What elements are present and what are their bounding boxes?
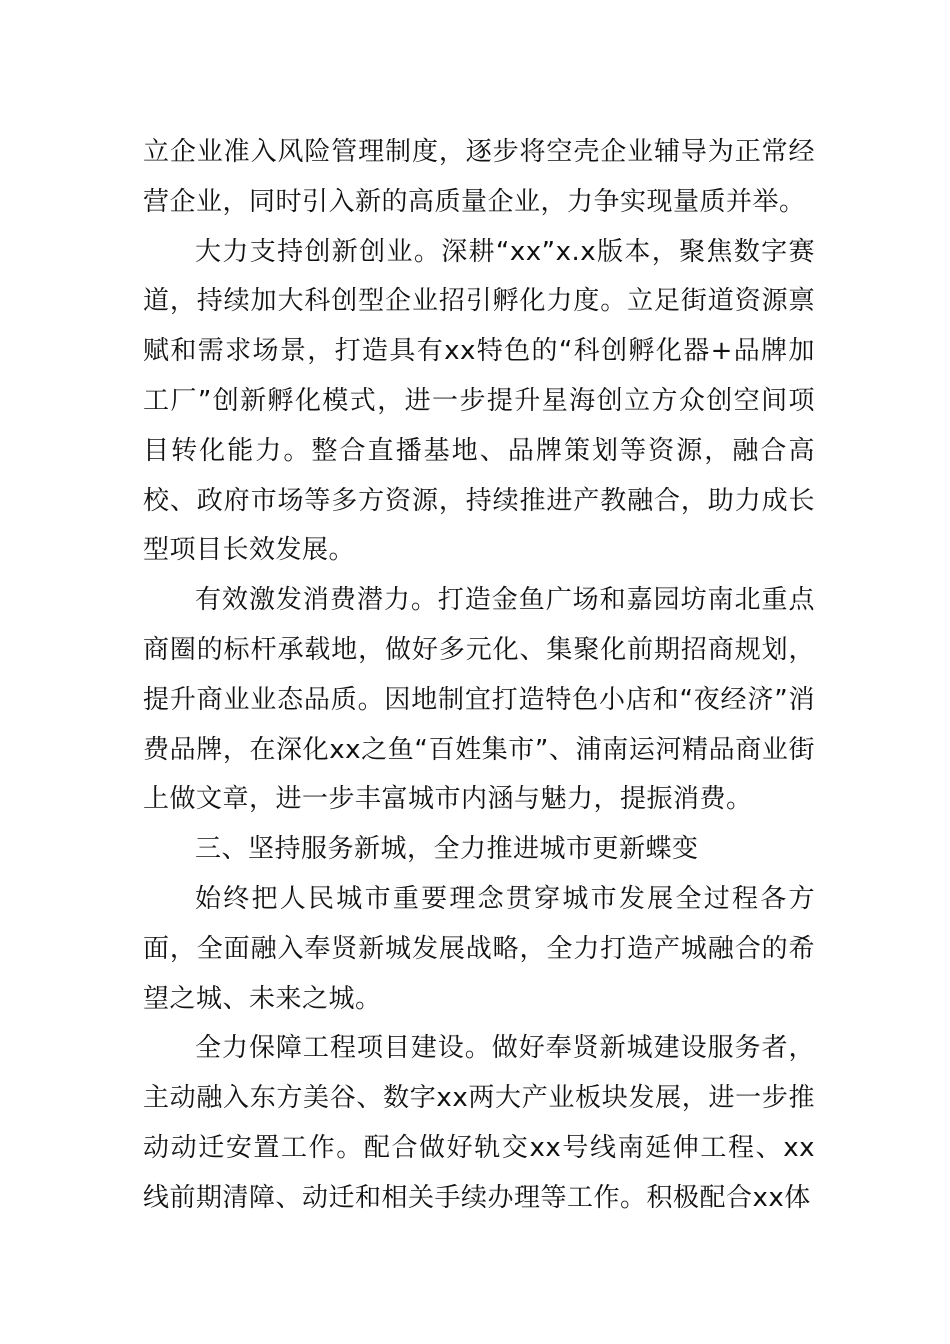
- section-heading-three: 三、坚持服务新城，全力推进城市更新蝶变: [195, 834, 699, 865]
- paragraph-continuation: 立企业准入风险管理制度，逐步将空壳企业辅导为正常经营企业，同时引入新的高质量企业，力争实现量质并举。: [143, 137, 815, 217]
- paragraph-consumption: 有效激发消费潜力。打造金鱼广场和嘉园坊南北重点商圈的标杆承载地，做好多元化、集聚化前期招商规划，提升商业业态品质。因地制宜打造特色小店和“夜经济”消费品牌，在深化xx之鱼“百姓集市”、浦南运河精品商业街上做文章，进一步丰富城市内涵与魅力，提振消费。: [143, 585, 815, 815]
- paragraph-innovation: 大力支持创新创业。深耕“xx”x.x版本，聚焦数字赛道，持续加大科创型企业招引孵化力度。立足街道资源禀赋和需求场景，打造具有xx特色的“科创孵化器+品牌加工厂”创新孵化模式，进一步提升星海创立方众创空间项目转化能力。整合直播基地、品牌策划等资源，融合高校、政府市场等多方资源，持续推进产教融合，助力成长型项目长效发展。: [143, 236, 815, 566]
- paragraph-new-city: 始终把人民城市重要理念贯穿城市发展全过程各方面，全面融入奉贤新城发展战略，全力打造产城融合的希望之城、未来之城。: [143, 883, 815, 1014]
- paragraph-projects: 全力保障工程项目建设。做好奉贤新城建设服务者，主动融入东方美谷、数字xx两大产业板块发展，进一步推动动迁安置工作。配合做好轨交xx号线南延伸工程、xx线前期清障、动迁和相关手续办理等工作。积极配合xx体: [143, 1033, 815, 1213]
- document-body: [143, 128, 815, 1224]
